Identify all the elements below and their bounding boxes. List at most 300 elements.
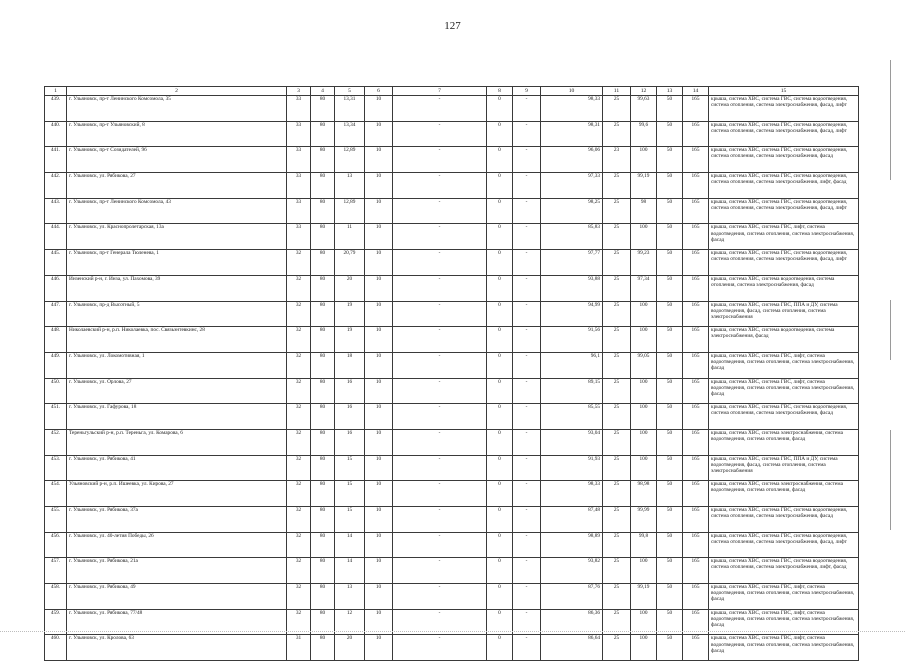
col5-cell: 14 — [335, 558, 365, 584]
works-cell: крыша, система ХВС, система ГВС, система водоотведения, система отопления, система электроснабжения, фасад — [709, 507, 859, 533]
col3-cell: 32 — [287, 609, 311, 635]
table-row — [45, 404, 859, 430]
col10-cell: 87,48 — [541, 507, 603, 533]
col14-cell: 165 — [683, 429, 709, 455]
works-cell: крыша, система ХВС, система ГВС, система водоотведения, система отопления, система электроснабжения, фасад, лифт — [709, 532, 859, 558]
col8-cell: 0 — [487, 121, 513, 147]
col14-cell: 165 — [683, 301, 709, 327]
col9-cell: - — [513, 147, 541, 173]
row-number-cell: 445. — [45, 250, 67, 276]
table-row — [45, 635, 859, 661]
col12-cell: 99,19 — [631, 173, 657, 199]
col11-cell: 25 — [603, 532, 631, 558]
col8-cell: 0 — [487, 609, 513, 635]
col9-cell: - — [513, 507, 541, 533]
col5-cell: 11 — [335, 224, 365, 250]
col4-cell: 80 — [311, 198, 335, 224]
col13-cell: 50 — [657, 609, 683, 635]
col3-cell: 33 — [287, 224, 311, 250]
col3-cell: 32 — [287, 352, 311, 378]
col4-cell: 80 — [311, 455, 335, 481]
col7-cell: - — [393, 147, 487, 173]
works-cell: крыша, система ХВС, система ГВС, лифт, система водоотведения, система отопления, система электроснабжения, фасад — [709, 352, 859, 378]
table-row — [45, 198, 859, 224]
col6-cell: 10 — [365, 121, 393, 147]
col14-cell: 165 — [683, 455, 709, 481]
col7-cell: - — [393, 96, 487, 122]
col14-cell: 165 — [683, 352, 709, 378]
col12-cell: 100 — [631, 301, 657, 327]
col10-cell: 86,36 — [541, 609, 603, 635]
col13-cell: 50 — [657, 327, 683, 353]
works-cell: крыша, система ХВС, система ГВС, система водоотведения, система отопления, система электроснабжения, фасад, лифт — [709, 198, 859, 224]
col12-cell: 100 — [631, 378, 657, 404]
col4-cell: 80 — [311, 275, 335, 301]
row-number-cell: 450. — [45, 378, 67, 404]
col6-cell: 10 — [365, 455, 393, 481]
col13-cell: 50 — [657, 275, 683, 301]
col13-cell: 50 — [657, 198, 683, 224]
works-cell: крыша, система ХВС, система ГВС, система водоотведения, система отопления, система электроснабжения, фасад, лифт — [709, 96, 859, 122]
col11-cell: 25 — [603, 352, 631, 378]
address-cell: Инзенский р-н, г. Инза, ул. Пахомова, 39 — [67, 275, 287, 301]
col10-cell: 96,06 — [541, 147, 603, 173]
table-row — [45, 481, 859, 507]
col10-cell: 97,77 — [541, 250, 603, 276]
col5-cell: 12 — [335, 609, 365, 635]
col14-cell: 165 — [683, 275, 709, 301]
col14-cell: 165 — [683, 507, 709, 533]
col13-cell: 50 — [657, 173, 683, 199]
table-row — [45, 352, 859, 378]
table-row — [45, 584, 859, 610]
works-cell: крыша, система ХВС, система ГВС, лифт, система водоотведения, система отопления, система электроснабжения, фасад — [709, 609, 859, 635]
address-cell: г. Ульяновск, пр-д Высотный, 5 — [67, 301, 287, 327]
column-header: 7 — [393, 87, 487, 96]
address-cell: г. Ульяновск, ул. Рябикова, 27 — [67, 173, 287, 199]
col3-cell: 32 — [287, 327, 311, 353]
col3-cell: 32 — [287, 532, 311, 558]
col13-cell: 50 — [657, 404, 683, 430]
col7-cell: - — [393, 121, 487, 147]
col12-cell: 99,6 — [631, 121, 657, 147]
scan-edge-mark — [890, 60, 891, 180]
col11-cell: 25 — [603, 609, 631, 635]
col4-cell: 80 — [311, 635, 335, 661]
works-cell: крыша, система ХВС, система водоотведения, система электроснабжения, фасад — [709, 327, 859, 353]
col6-cell: 10 — [365, 404, 393, 430]
col6-cell: 10 — [365, 250, 393, 276]
col9-cell: - — [513, 173, 541, 199]
scan-edge-mark — [890, 300, 891, 360]
col8-cell: 0 — [487, 507, 513, 533]
col7-cell: - — [393, 198, 487, 224]
works-cell: крыша, система ХВС, система электроснабжения, система водоотведения, система отопления, фасад — [709, 429, 859, 455]
col13-cell: 50 — [657, 224, 683, 250]
col6-cell: 10 — [365, 584, 393, 610]
scan-edge-mark — [890, 430, 891, 530]
col9-cell: - — [513, 250, 541, 276]
col3-cell: 32 — [287, 507, 311, 533]
col10-cell: 93,88 — [541, 275, 603, 301]
col14-cell: 165 — [683, 250, 709, 276]
col4-cell: 80 — [311, 378, 335, 404]
col5-cell: 12,89 — [335, 147, 365, 173]
col8-cell: 0 — [487, 429, 513, 455]
table-row — [45, 327, 859, 353]
col7-cell: - — [393, 609, 487, 635]
col13-cell: 50 — [657, 147, 683, 173]
table-row — [45, 121, 859, 147]
table-row — [45, 250, 859, 276]
col8-cell: 0 — [487, 455, 513, 481]
col6-cell: 10 — [365, 301, 393, 327]
col3-cell: 32 — [287, 378, 311, 404]
col4-cell: 80 — [311, 532, 335, 558]
col10-cell: 89,15 — [541, 378, 603, 404]
col8-cell: 0 — [487, 584, 513, 610]
col8-cell: 0 — [487, 558, 513, 584]
address-cell: г. Ульяновск, ул. Рябикова, 41 — [67, 455, 287, 481]
col7-cell: - — [393, 301, 487, 327]
col12-cell: 100 — [631, 635, 657, 661]
table-row — [45, 224, 859, 250]
col4-cell: 80 — [311, 558, 335, 584]
col4-cell: 80 — [311, 327, 335, 353]
col4-cell: 80 — [311, 121, 335, 147]
col9-cell: - — [513, 121, 541, 147]
col6-cell: 10 — [365, 275, 393, 301]
col11-cell: 25 — [603, 327, 631, 353]
col12-cell: 100 — [631, 327, 657, 353]
address-cell: г. Ульяновск, пр-т Ленинского Комсомола, 35 — [67, 96, 287, 122]
col10-cell: 98,31 — [541, 121, 603, 147]
address-cell: Николаевский р-н, р.п. Николаевка, пос. Cвязьэнтевкинс, 28 — [67, 327, 287, 353]
col10-cell: 91,56 — [541, 327, 603, 353]
col5-cell: 15 — [335, 481, 365, 507]
col5-cell: 20 — [335, 275, 365, 301]
col6-cell: 10 — [365, 635, 393, 661]
column-header: 2 — [67, 87, 287, 96]
table-row — [45, 378, 859, 404]
col9-cell: - — [513, 558, 541, 584]
col3-cell: 32 — [287, 584, 311, 610]
col4-cell: 80 — [311, 147, 335, 173]
col9-cell: - — [513, 429, 541, 455]
col7-cell: - — [393, 378, 487, 404]
table-row — [45, 532, 859, 558]
address-cell: Ульяновский р-н, р.п. Ишеевка, ул. Кирова, 27 — [67, 481, 287, 507]
table-row — [45, 301, 859, 327]
table-body — [45, 96, 859, 661]
address-cell: г. Ульяновск, ул. 40-летия Победы, 26 — [67, 532, 287, 558]
address-cell: г. Ульяновск, ул. Гафурова, 18 — [67, 404, 287, 430]
works-cell: крыша, система ХВС, система ГВС, система водоотведения, система отопления, система электроснабжения, лифт, фасад — [709, 173, 859, 199]
table-row — [45, 507, 859, 533]
col3-cell: 32 — [287, 250, 311, 276]
col8-cell: 0 — [487, 198, 513, 224]
row-number-cell: 441. — [45, 147, 67, 173]
col12-cell: 100 — [631, 455, 657, 481]
column-header: 11 — [603, 87, 631, 96]
col11-cell: 25 — [603, 250, 631, 276]
col14-cell: 165 — [683, 173, 709, 199]
housing-table-container — [44, 86, 858, 661]
works-cell: крыша, система ХВС, система ГВС, лифт, система водоотведения, система отопления, система электроснабжения, фасад — [709, 584, 859, 610]
works-cell: крыша, система ХВС, система ГВС, система водоотведения, система отопления, система электроснабжения, фасад, лифт — [709, 121, 859, 147]
column-header: 4 — [311, 87, 335, 96]
address-cell: г. Ульяновск, ул. Рябикова, 21а — [67, 558, 287, 584]
col12-cell: 97,34 — [631, 275, 657, 301]
row-number-cell: 458. — [45, 584, 67, 610]
col10-cell: 98,33 — [541, 481, 603, 507]
col8-cell: 0 — [487, 352, 513, 378]
col11-cell: 25 — [603, 173, 631, 199]
col10-cell: 87,76 — [541, 584, 603, 610]
col9-cell: - — [513, 275, 541, 301]
col9-cell: - — [513, 352, 541, 378]
col11-cell: 25 — [603, 198, 631, 224]
works-cell: крыша, система ХВС, система ГВС, система водоотведения, система отопления, система электроснабжения, фасад — [709, 147, 859, 173]
col7-cell: - — [393, 250, 487, 276]
col14-cell: 165 — [683, 378, 709, 404]
col4-cell: 80 — [311, 96, 335, 122]
col8-cell: 0 — [487, 635, 513, 661]
col3-cell: 32 — [287, 429, 311, 455]
col12-cell: 99,63 — [631, 96, 657, 122]
col6-cell: 10 — [365, 147, 393, 173]
col6-cell: 10 — [365, 96, 393, 122]
col3-cell: 32 — [287, 275, 311, 301]
col9-cell: - — [513, 481, 541, 507]
col14-cell: 165 — [683, 327, 709, 353]
col5-cell: 13,34 — [335, 121, 365, 147]
col10-cell: 93,04 — [541, 429, 603, 455]
col14-cell: 165 — [683, 96, 709, 122]
col9-cell: - — [513, 327, 541, 353]
col13-cell: 50 — [657, 352, 683, 378]
col9-cell: - — [513, 532, 541, 558]
col6-cell: 10 — [365, 198, 393, 224]
col13-cell: 50 — [657, 96, 683, 122]
row-number-cell: 449. — [45, 352, 67, 378]
col10-cell: 85,83 — [541, 224, 603, 250]
col8-cell: 0 — [487, 224, 513, 250]
col11-cell: 25 — [603, 404, 631, 430]
col7-cell: - — [393, 507, 487, 533]
col4-cell: 80 — [311, 404, 335, 430]
table-row — [45, 275, 859, 301]
col10-cell: 96,1 — [541, 352, 603, 378]
col9-cell: - — [513, 224, 541, 250]
address-cell: г. Ульяновск, ул. Локомотивная, 1 — [67, 352, 287, 378]
column-header: 12 — [631, 87, 657, 96]
column-header: 1 — [45, 87, 67, 96]
col5-cell: 12,89 — [335, 198, 365, 224]
housing-table — [44, 86, 859, 661]
col13-cell: 50 — [657, 558, 683, 584]
address-cell: г. Ульяновск, ул. Рябикова, 37а — [67, 507, 287, 533]
row-number-cell: 443. — [45, 198, 67, 224]
col13-cell: 50 — [657, 507, 683, 533]
page-number: 127 — [444, 20, 461, 32]
col5-cell: 15 — [335, 507, 365, 533]
row-number-cell: 459. — [45, 609, 67, 635]
col12-cell: 100 — [631, 147, 657, 173]
table-row — [45, 429, 859, 455]
col8-cell: 0 — [487, 327, 513, 353]
row-number-cell: 456. — [45, 532, 67, 558]
col3-cell: 32 — [287, 455, 311, 481]
column-header: 5 — [335, 87, 365, 96]
col6-cell: 10 — [365, 481, 393, 507]
col5-cell: 13,31 — [335, 96, 365, 122]
address-cell: г. Ульяновск, пр-т Ульяновский, 8 — [67, 121, 287, 147]
table-row — [45, 173, 859, 199]
col12-cell: 100 — [631, 609, 657, 635]
col9-cell: - — [513, 96, 541, 122]
col14-cell: 165 — [683, 481, 709, 507]
column-header: 9 — [513, 87, 541, 96]
column-header: 6 — [365, 87, 393, 96]
col14-cell: 165 — [683, 584, 709, 610]
col13-cell: 50 — [657, 481, 683, 507]
col13-cell: 50 — [657, 429, 683, 455]
col8-cell: 0 — [487, 96, 513, 122]
col11-cell: 25 — [603, 224, 631, 250]
col12-cell: 99,23 — [631, 250, 657, 276]
column-header: 3 — [287, 87, 311, 96]
col8-cell: 0 — [487, 301, 513, 327]
col7-cell: - — [393, 224, 487, 250]
col13-cell: 50 — [657, 250, 683, 276]
col12-cell: 99,05 — [631, 352, 657, 378]
address-cell: г. Ульяновск, пр-т Созидателей, 96 — [67, 147, 287, 173]
col11-cell: 23 — [603, 147, 631, 173]
address-cell: Тереньгульский р-н, р.п. Тереньга, ул. Комарова, 6 — [67, 429, 287, 455]
col10-cell: 98,33 — [541, 96, 603, 122]
col14-cell: 165 — [683, 609, 709, 635]
row-number-cell: 452. — [45, 429, 67, 455]
works-cell: крыша, система ХВС, система ГВС, ППА и ДУ, система водоотведения, фасад, система отопления, система электроснабжения — [709, 301, 859, 327]
address-cell: г. Ульяновск, ул. Рябикова, 77/48 — [67, 609, 287, 635]
col13-cell: 50 — [657, 532, 683, 558]
scan-bottom-edge — [0, 631, 905, 638]
row-number-cell: 451. — [45, 404, 67, 430]
works-cell: крыша, система ХВС, система ГВС, система водоотведения, система отопления, система электроснабжения, фасад — [709, 404, 859, 430]
col3-cell: 31 — [287, 635, 311, 661]
col7-cell: - — [393, 173, 487, 199]
col8-cell: 0 — [487, 275, 513, 301]
col7-cell: - — [393, 429, 487, 455]
col12-cell: 100 — [631, 224, 657, 250]
col4-cell: 80 — [311, 609, 335, 635]
address-cell: г. Ульяновск, пр-т Генерала Тюленева, 1 — [67, 250, 287, 276]
col8-cell: 0 — [487, 147, 513, 173]
col10-cell: 97,33 — [541, 173, 603, 199]
col5-cell: 19 — [335, 301, 365, 327]
column-header: 10 — [541, 87, 603, 96]
col7-cell: - — [393, 404, 487, 430]
col14-cell: 165 — [683, 532, 709, 558]
col11-cell: 25 — [603, 507, 631, 533]
col3-cell: 33 — [287, 96, 311, 122]
col6-cell: 10 — [365, 609, 393, 635]
col13-cell: 50 — [657, 584, 683, 610]
col6-cell: 10 — [365, 507, 393, 533]
col11-cell: 25 — [603, 301, 631, 327]
col13-cell: 50 — [657, 121, 683, 147]
col7-cell: - — [393, 635, 487, 661]
col5-cell: 19 — [335, 327, 365, 353]
col11-cell: 25 — [603, 121, 631, 147]
address-cell: г. Ульяновск, ул. Орлова, 27 — [67, 378, 287, 404]
col4-cell: 80 — [311, 301, 335, 327]
col4-cell: 80 — [311, 481, 335, 507]
row-number-cell: 440. — [45, 121, 67, 147]
col14-cell: 165 — [683, 558, 709, 584]
col11-cell: 25 — [603, 455, 631, 481]
table-row — [45, 147, 859, 173]
col5-cell: 20,79 — [335, 250, 365, 276]
address-cell: г. Ульяновск, ул. Краснопролетарская, 13а — [67, 224, 287, 250]
col8-cell: 0 — [487, 173, 513, 199]
col4-cell: 80 — [311, 584, 335, 610]
works-cell: крыша, система ХВС, система водоотведения, система отопления, система электроснабжения, фасад — [709, 275, 859, 301]
col9-cell: - — [513, 635, 541, 661]
address-cell: г. Ульяновск, ул. Кролова, 63 — [67, 635, 287, 661]
col14-cell: 165 — [683, 635, 709, 661]
col14-cell: 165 — [683, 404, 709, 430]
row-number-cell: 454. — [45, 481, 67, 507]
col12-cell: 100 — [631, 429, 657, 455]
col10-cell: 98,25 — [541, 198, 603, 224]
col6-cell: 10 — [365, 532, 393, 558]
col4-cell: 80 — [311, 429, 335, 455]
col14-cell: 165 — [683, 224, 709, 250]
col11-cell: 25 — [603, 96, 631, 122]
col11-cell: 25 — [603, 275, 631, 301]
col8-cell: 0 — [487, 378, 513, 404]
col8-cell: 0 — [487, 250, 513, 276]
works-cell: крыша, система ХВС, система ГВС, система водоотведения, система отопления, система электроснабжения, фасад, лифт — [709, 250, 859, 276]
col13-cell: 50 — [657, 378, 683, 404]
row-number-cell: 457. — [45, 558, 67, 584]
works-cell: крыша, система ХВС, система ГВС, лифт, система водоотведения, система отопления, система электроснабжения, фасад — [709, 635, 859, 661]
col7-cell: - — [393, 481, 487, 507]
column-header: 8 — [487, 87, 513, 96]
col6-cell: 10 — [365, 378, 393, 404]
col11-cell: 25 — [603, 635, 631, 661]
col11-cell: 25 — [603, 558, 631, 584]
col8-cell: 0 — [487, 481, 513, 507]
col13-cell: 50 — [657, 455, 683, 481]
column-header: 14 — [683, 87, 709, 96]
col10-cell: 85,55 — [541, 404, 603, 430]
col3-cell: 32 — [287, 404, 311, 430]
col4-cell: 80 — [311, 250, 335, 276]
col12-cell: 99,99 — [631, 507, 657, 533]
col6-cell: 10 — [365, 429, 393, 455]
row-number-cell: 446. — [45, 275, 67, 301]
row-number-cell: 447. — [45, 301, 67, 327]
col5-cell: 20 — [335, 635, 365, 661]
col5-cell: 18 — [335, 352, 365, 378]
col3-cell: 33 — [287, 121, 311, 147]
col12-cell: 100 — [631, 558, 657, 584]
col3-cell: 33 — [287, 147, 311, 173]
col10-cell: 98,89 — [541, 532, 603, 558]
